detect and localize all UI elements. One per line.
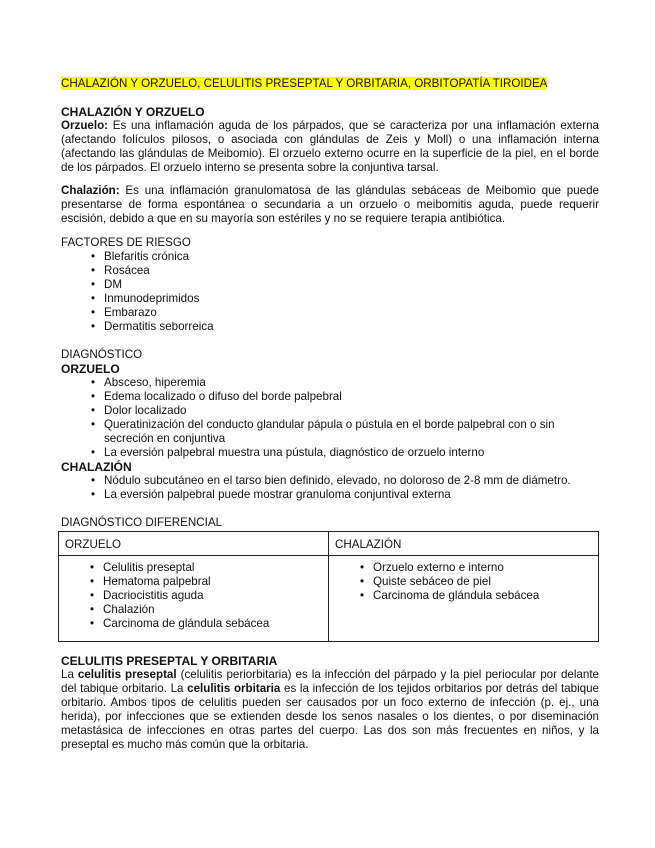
orzuelo-paragraph: [61, 119, 599, 175]
list-item: • Absceso, hiperemia: [104, 376, 599, 390]
list-item: • Chalazión: [103, 603, 328, 617]
differential-heading: DIAGNÓSTICO DIFERENCIAL: [61, 516, 223, 529]
document-title: CHALAZIÓN Y ORZUELO, CELULITIS PRESEPTAL Y ORBITARIA, ORBITOPATÍA TIROIDEA: [61, 77, 548, 90]
text: es la infección de los tejidos orbitarios por detrás del tabique orbitario. Ambos tipos de celulitis pueden ser causados por un foco externo de infección (p. ej., una herida), por infecciones que se extienden desde los senos nasales o los dientes, o por diseminación metastásica de infecciones en otras partes del cuerpo. Las dos son más frecuentes en niños, y la preseptal es mucho más común que la orbitaria.: [61, 682, 599, 751]
chalazion-label: Chalazión:: [61, 184, 120, 197]
list-item: • Queratinización del conducto glandular pápula o pústula en el borde palpebral con o sin secreción en conjuntiva: [104, 418, 599, 446]
diagnosis-orzuelo-list: [61, 376, 599, 460]
list-item: • Orzuelo externo e interno: [373, 561, 598, 575]
cellulitis-heading: CELULITIS PRESEPTAL Y ORBITARIA: [61, 654, 278, 668]
diagnosis-heading: DIAGNÓSTICO: [61, 348, 143, 361]
orzuelo-text: Es una inflamación aguda de los párpados, que se caracteriza por una inflamación externa (afectando folículos pilosos, o asociada con glándulas de Zeis y Moll) o una inflamación interna (afectando las glándulas de Meibomio). El orzuelo externo ocurre en la superficie de la piel, en el borde de los párpados. El orzuelo interno se presenta sobre la conjuntiva tarsal.: [61, 119, 599, 174]
document-title-line: [61, 77, 599, 91]
list-item: • Carcinoma de glándula sebácea: [103, 617, 328, 631]
list-item: • La eversión palpebral muestra una pústula, diagnóstico de orzuelo interno: [104, 446, 599, 460]
column-header-orzuelo: ORZUELO: [59, 532, 329, 556]
risk-factors-list: [61, 250, 599, 334]
list-item: • Embarazo: [104, 306, 599, 320]
section-heading-chalazion-orzuelo: CHALAZIÓN Y ORZUELO: [61, 105, 205, 119]
list-item: • La eversión palpebral puede mostrar granuloma conjuntival externa: [104, 488, 599, 502]
list-item: • Nódulo subcutáneo en el tarso bien definido, elevado, no doloroso de 2-8 mm de diámetro.: [104, 474, 599, 488]
risk-factors-heading: FACTORES DE RIESGO: [61, 236, 191, 249]
differential-table: [58, 531, 599, 642]
document-page: [61, 77, 599, 752]
chalazion-text: Es una inflamación granulomatosa de las glándulas sebáceas de Meibomio que puede presentarse de forma espontánea o secundaria a un orzuelo o meibomitis aguda, puede requerir escisión, debido a que en su mayoría son estériles y no se requiere terapia antibiótica.: [61, 184, 599, 225]
table-header-row: [59, 532, 599, 556]
orzuelo-label: Orzuelo:: [61, 119, 109, 132]
bold-term: celulitis orbitaria: [187, 682, 281, 695]
table-row: [59, 556, 599, 642]
list-item: • Dacriocistitis aguda: [103, 589, 328, 603]
orzuelo-differential-cell: [59, 556, 329, 642]
text: La: [61, 668, 78, 681]
diagnosis-orzuelo-heading: ORZUELO: [61, 362, 120, 376]
cellulitis-paragraph: [61, 668, 599, 752]
column-header-chalazion: CHALAZIÓN: [329, 532, 599, 556]
diagnosis-chalazion-list: [61, 474, 599, 502]
bold-term: celulitis preseptal: [77, 668, 177, 681]
list-item: • DM: [104, 278, 599, 292]
chalazion-differential-cell: [329, 556, 599, 642]
text: (celulitis periorbitaria) es la infección del párpado y la piel periocular por delante del tabique orbitario. La: [61, 668, 599, 695]
list-item: • Blefaritis crónica: [104, 250, 599, 264]
list-item: • Carcinoma de glándula sebácea: [373, 589, 598, 603]
list-item: • Rosácea: [104, 264, 599, 278]
list-item: • Dermatitis seborreica: [104, 320, 599, 334]
list-item: • Quiste sebáceo de piel: [373, 575, 598, 589]
chalazion-paragraph: [61, 184, 599, 226]
list-item: • Hematoma palpebral: [103, 575, 328, 589]
list-item: • Inmunodeprimidos: [104, 292, 599, 306]
list-item: • Celulitis preseptal: [103, 561, 328, 575]
list-item: • Dolor localizado: [104, 404, 599, 418]
diagnosis-chalazion-heading: CHALAZIÓN: [61, 460, 132, 474]
list-item: • Edema localizado o difuso del borde palpebral: [104, 390, 599, 404]
